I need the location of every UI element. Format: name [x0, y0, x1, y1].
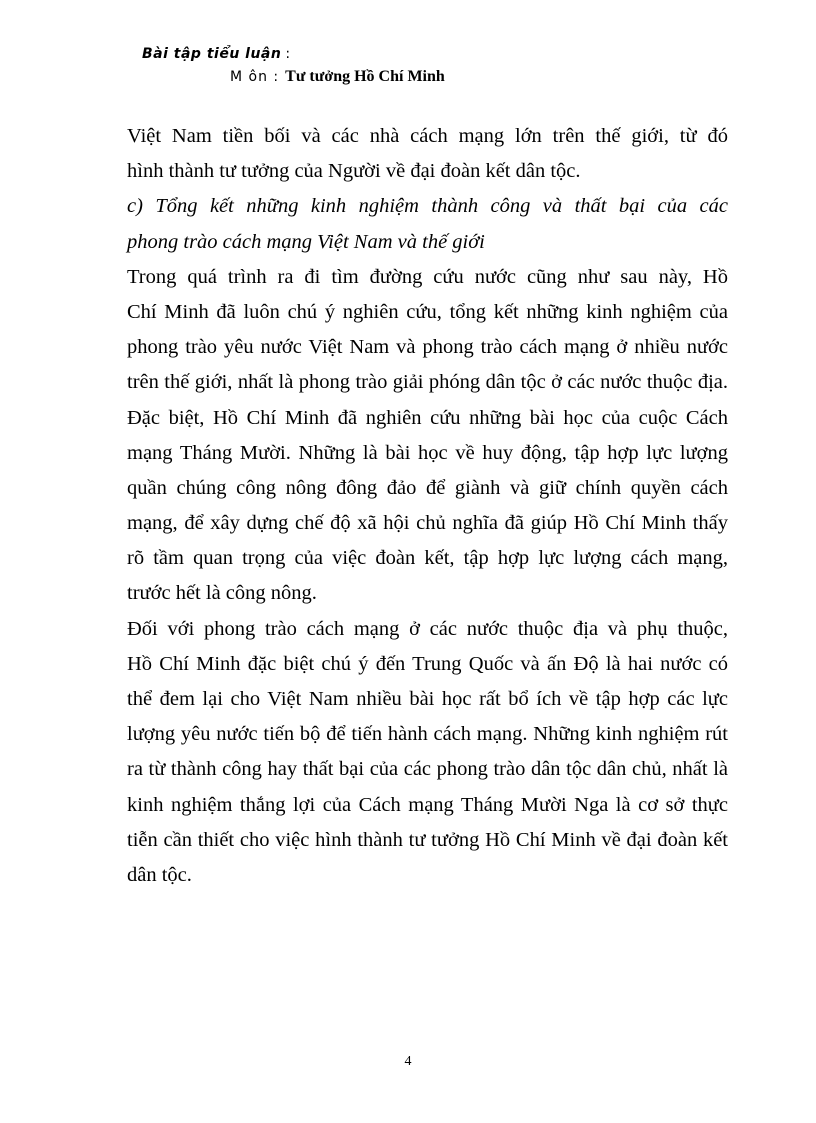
- body-text: [127, 119, 728, 893]
- text-line: phong trào yêu nước Việt Nam và phong trào cách mạng ở nhiều nước: [127, 336, 728, 359]
- text-line: Việt Nam tiền bối và các nhà cách mạng lớn trên thế giới, từ đó: [127, 125, 728, 147]
- text-line: Hồ Chí Minh đặc biệt chú ý đến Trung Quốc và ấn Độ là hai nước có: [127, 652, 728, 675]
- text-line: quần chúng công nông đông đảo để giành và giữ chính quyền cách: [127, 476, 728, 499]
- text-line: mạng Tháng Mười. Những là bài học về huy động, tập hợp lực lượng: [127, 441, 728, 464]
- text-line: Chí Minh đã luôn chú ý nghiên cứu, tổng kết những kinh nghiệm của: [127, 300, 728, 323]
- text-line: c) Tổng kết những kinh nghiệm thành công và thất bại của các: [127, 195, 728, 218]
- header-title: [142, 46, 291, 62]
- header-subject-label: M ôn :: [230, 69, 280, 85]
- text-line: rõ tầm quan trọng của việc đoàn kết, tập hợp lực lượng cách mạng,: [127, 547, 728, 570]
- page-number: 4: [404, 1054, 412, 1069]
- text-line: hình thành tư tưởng của Người về đại đoàn kết dân tộc.: [127, 160, 581, 183]
- text-line: trước hết là công nông.: [127, 582, 317, 605]
- text-line: Đối với phong trào cách mạng ở các nước thuộc địa và phụ thuộc,: [127, 617, 728, 640]
- text-line: Đặc biệt, Hồ Chí Minh đã nghiên cứu những bài học của cuộc Cách: [127, 406, 728, 429]
- text-line: Trong quá trình ra đi tìm đường cứu nước cũng như sau này, Hồ: [127, 265, 728, 288]
- text-line: thể đem lại cho Việt Nam nhiều bài học rất bổ ích về tập hợp các lực: [127, 688, 728, 710]
- paragraph: [127, 119, 728, 189]
- header-subject-name: Tư tưởng Hồ Chí Minh: [285, 68, 445, 85]
- header-title-colon: :: [285, 46, 291, 62]
- text-line: mạng, để xây dựng chế độ xã hội chủ nghĩa đã giúp Hồ Chí Minh thấy: [127, 512, 728, 535]
- section-heading: [127, 189, 728, 259]
- header-subject: [230, 68, 445, 86]
- paragraph: [127, 260, 728, 612]
- text-line: tiễn cần thiết cho việc hình thành tư tưởng Hồ Chí Minh về đại đoàn kết: [127, 828, 728, 851]
- text-line: lượng yêu nước tiến bộ để tiến hành cách mạng. Những kinh nghiệm rút: [127, 723, 728, 746]
- paragraph: [127, 612, 728, 894]
- header-title-text: Bài tập tiểu luận: [142, 46, 282, 62]
- text-line: kinh nghiệm thắng lợi của Cách mạng Tháng Mười Nga là cơ sở thực: [127, 793, 728, 816]
- text-line: phong trào cách mạng Việt Nam và thế giới: [127, 230, 485, 253]
- text-line: ra từ thành công hay thất bại của các phong trào dân tộc dân chủ, nhất là: [127, 758, 728, 781]
- text-line: dân tộc.: [127, 863, 192, 886]
- text-line: trên thế giới, nhất là phong trào giải phóng dân tộc ở các nước thuộc địa.: [127, 371, 728, 394]
